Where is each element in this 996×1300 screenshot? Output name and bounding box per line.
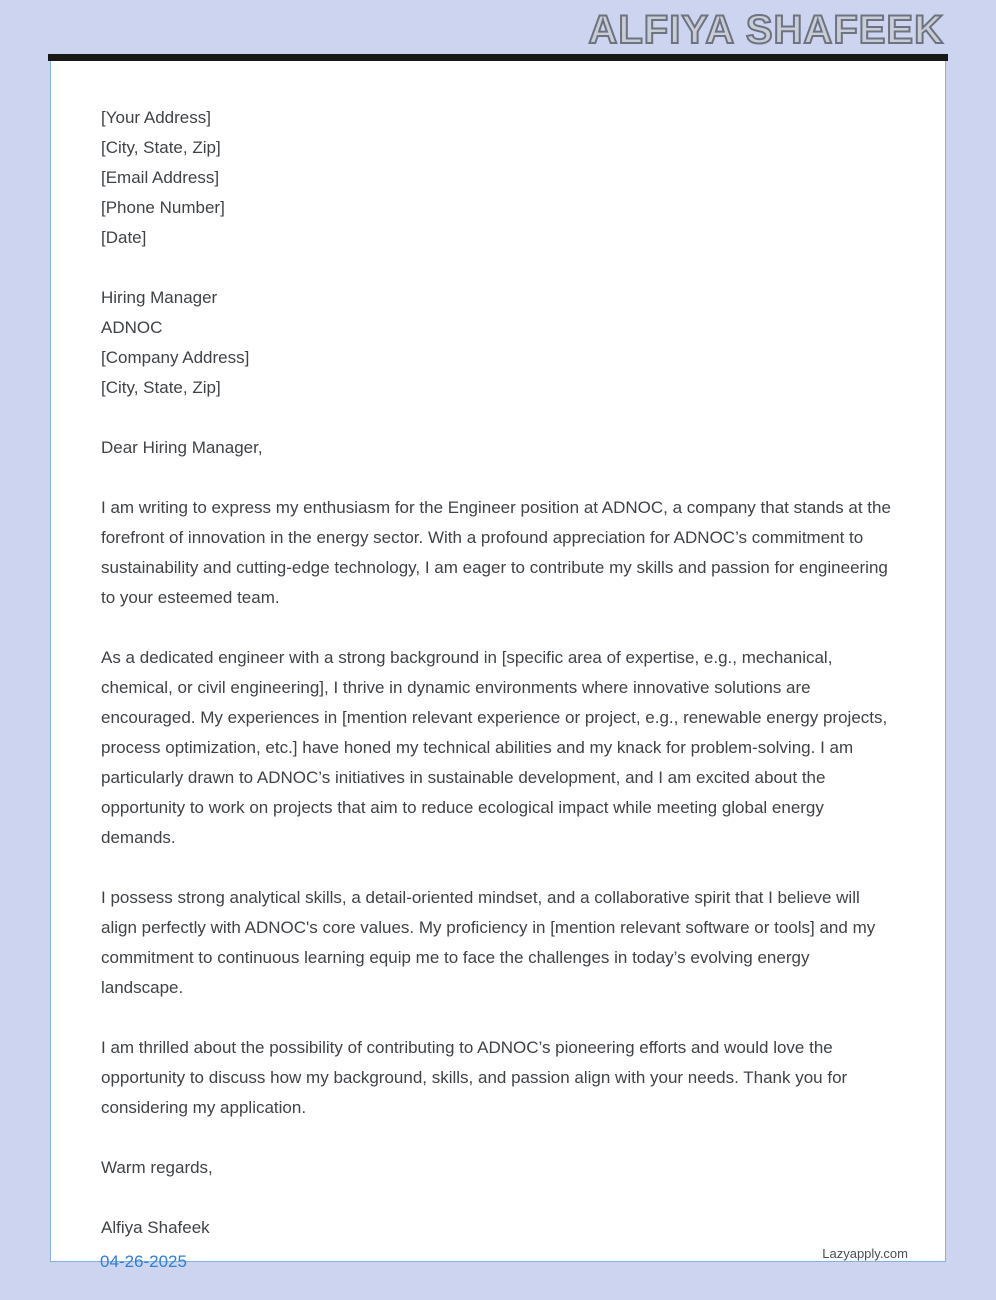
sender-address-block <box>101 103 895 253</box>
letter-page <box>50 61 946 1262</box>
closing: Warm regards, <box>101 1158 213 1177</box>
letter-paragraph: As a dedicated engineer with a strong background in [specific area of expertise, e.g., mechanical, chemical, or civil engineering], I thrive in dynamic environments where innovative solutions are encouraged. My experiences in [mention relevant experience or project, e.g., renewable energy projects, process optimization, etc.] have honed my technical abilities and my knack for problem-solving. I am particularly drawn to ADNOC’s initiatives in sustainable development, and I am excited about the opportunity to work on projects that aim to reduce ecological impact while meeting global energy demands. <box>101 648 888 847</box>
header-divider-bar <box>48 54 948 61</box>
sender-address-line: [Date] <box>101 228 147 247</box>
sender-address-line: [Your Address] <box>101 108 211 127</box>
recipient-line: [Company Address] <box>101 348 250 367</box>
sender-address-line: [Email Address] <box>101 168 220 187</box>
recipient-line: ADNOC <box>101 318 163 337</box>
recipient-line: Hiring Manager <box>101 288 218 307</box>
letter-paragraph: I am thrilled about the possibility of contributing to ADNOC’s pioneering efforts and would love the opportunity to discuss how my background, skills, and passion align with your needs. Thank you for considering my application. <box>101 1038 848 1117</box>
salutation: Dear Hiring Manager, <box>101 438 263 457</box>
letter-paragraph: I possess strong analytical skills, a detail-oriented mindset, and a collaborative spirit that I believe will align perfectly with ADNOC's core values. My proficiency in [mention relevant software or tools] and my commitment to continuous learning equip me to face the challenges in today’s evolving energy landscape. <box>101 888 876 997</box>
recipient-address-block <box>101 283 895 403</box>
header-name: ALFIYA SHAFEEK <box>588 8 944 52</box>
sender-address-line: [City, State, Zip] <box>101 138 221 157</box>
sender-address-line: [Phone Number] <box>101 198 225 217</box>
recipient-line: [City, State, Zip] <box>101 378 221 397</box>
signature-name: Alfiya Shafeek <box>101 1218 210 1237</box>
date-stamp: 04-26-2025 <box>100 1252 187 1271</box>
watermark-lazyapply: Lazyapply.com <box>822 1246 908 1261</box>
letter-paragraph: I am writing to express my enthusiasm for the Engineer position at ADNOC, a company that stands at the forefront of innovation in the energy sector. With a profound appreciation for ADNOC’s commitment to sustainability and cutting-edge technology, I am eager to contribute my skills and passion for engineering to your esteemed team. <box>101 498 891 607</box>
